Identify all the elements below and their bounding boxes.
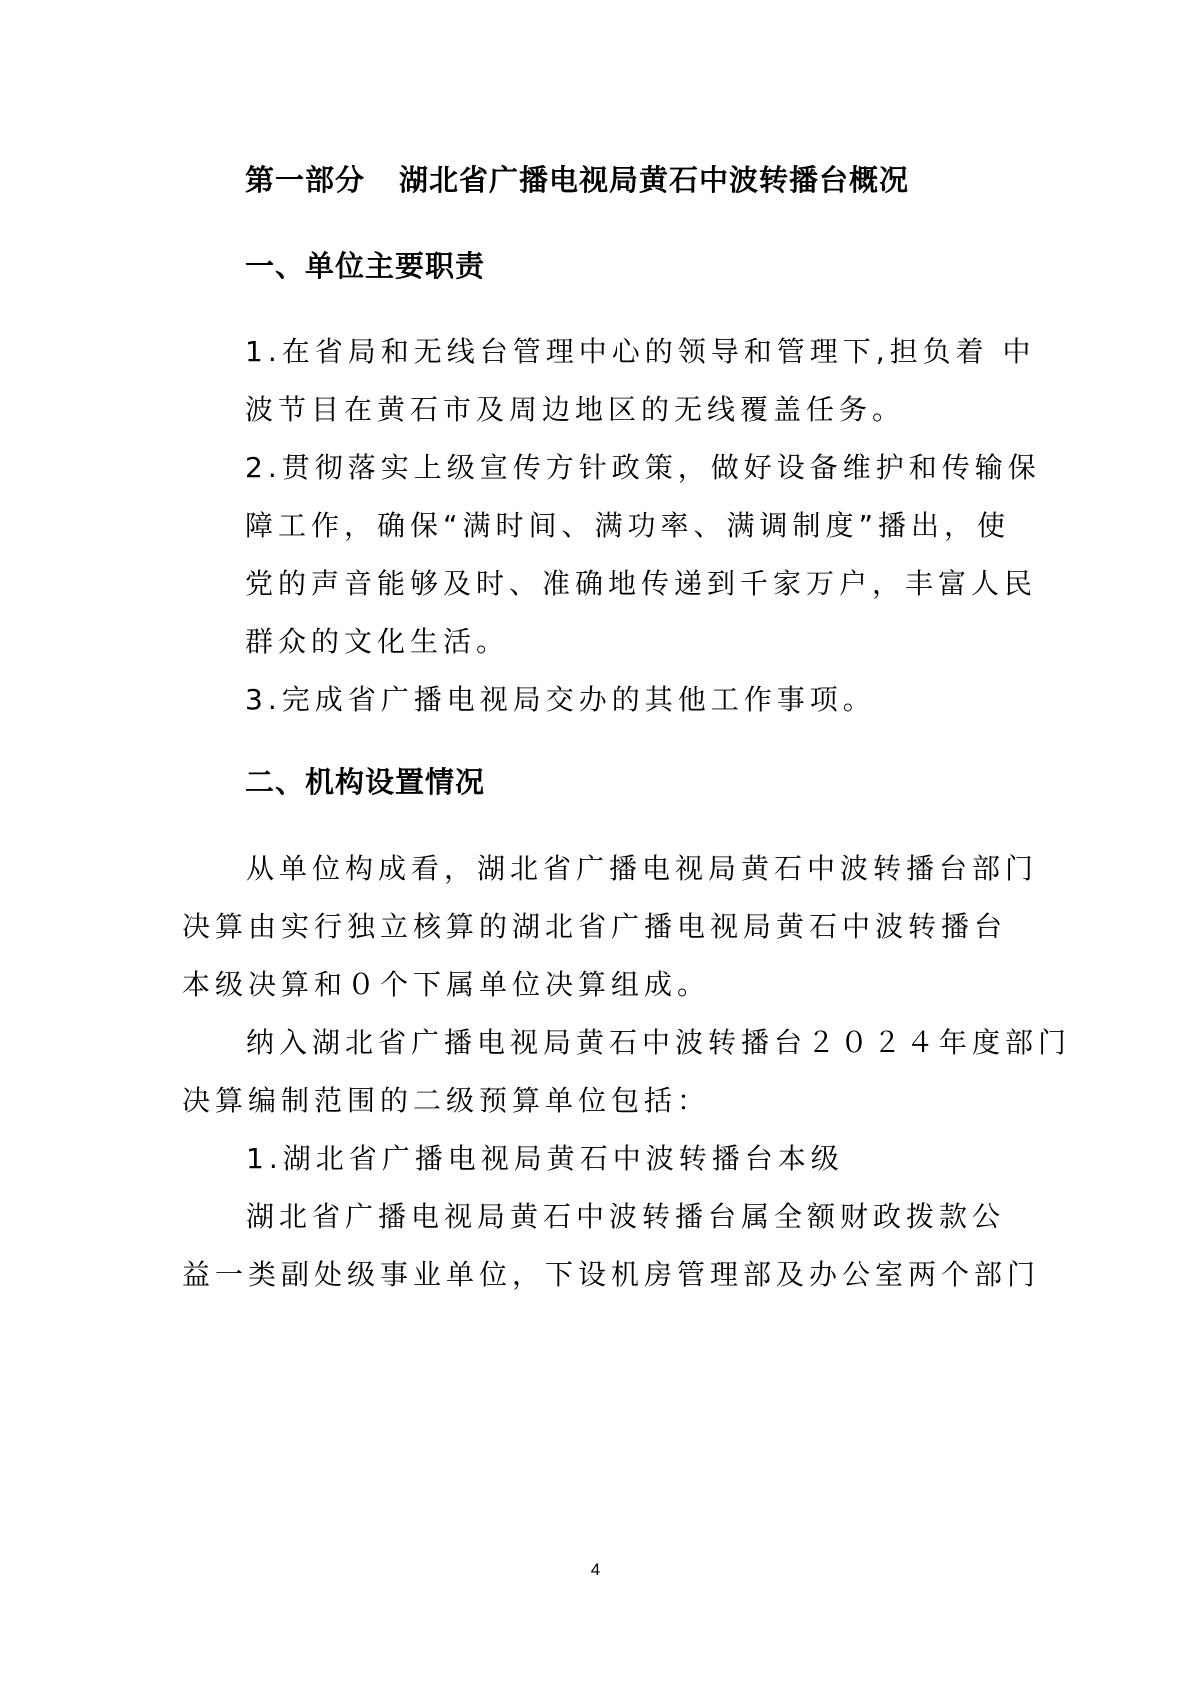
title-name: 湖北省广播电视局黄石中波转播台概况 (399, 163, 910, 197)
text-line: 3.完成省广播电视局交办的其他工作事项。 (245, 683, 876, 716)
text-line: 本级决算和０个下属单位决算组成。 (182, 968, 711, 1001)
text-line: 从单位构成看，湖北省广播电视局黄石中波转播台部门 (246, 852, 1039, 885)
section2-heading: 二、机构设置情况 (245, 765, 486, 799)
text-line: 波节目在黄石市及周边地区的无线覆盖任务。 (245, 393, 906, 426)
text-line: 湖北省广播电视局黄石中波转播台属全额财政拨款公 (246, 1200, 1006, 1233)
text-line: 1.湖北省广播电视局黄石中波转播台本级 (246, 1142, 844, 1175)
text-line: 益一类副处级事业单位，下设机房管理部及办公室两个部门 (182, 1258, 1041, 1291)
text-line: 决算由实行独立核算的湖北省广播电视局黄石中波转播台 (182, 910, 1008, 943)
text-line: 党的声音能够及时、准确地传递到千家万户，丰富人民 (245, 567, 1038, 600)
text-line: 1.在省局和无线台管理中心的领导和管理下,担负着 中 (245, 335, 1036, 368)
page-number: 4 (590, 1560, 601, 1579)
section2-body (182, 840, 1071, 1304)
text-line: 障工作，确保“满时间、满功率、满调制度”播出，使 (245, 509, 1011, 542)
text-line: 纳入湖北省广播电视局黄石中波转播台２０２４年度部门 (246, 1026, 1072, 1059)
section1-body (245, 323, 1041, 729)
text-line: 群众的文化生活。 (245, 625, 510, 658)
section1-heading: 一、单位主要职责 (245, 249, 486, 283)
page-title (245, 158, 909, 202)
title-part: 第一部分 (245, 163, 366, 197)
text-line: 决算编制范围的二级预算单位包括： (182, 1084, 711, 1117)
text-line: 2.贯彻落实上级宣传方针政策，做好设备维护和传输保 (245, 451, 1041, 484)
